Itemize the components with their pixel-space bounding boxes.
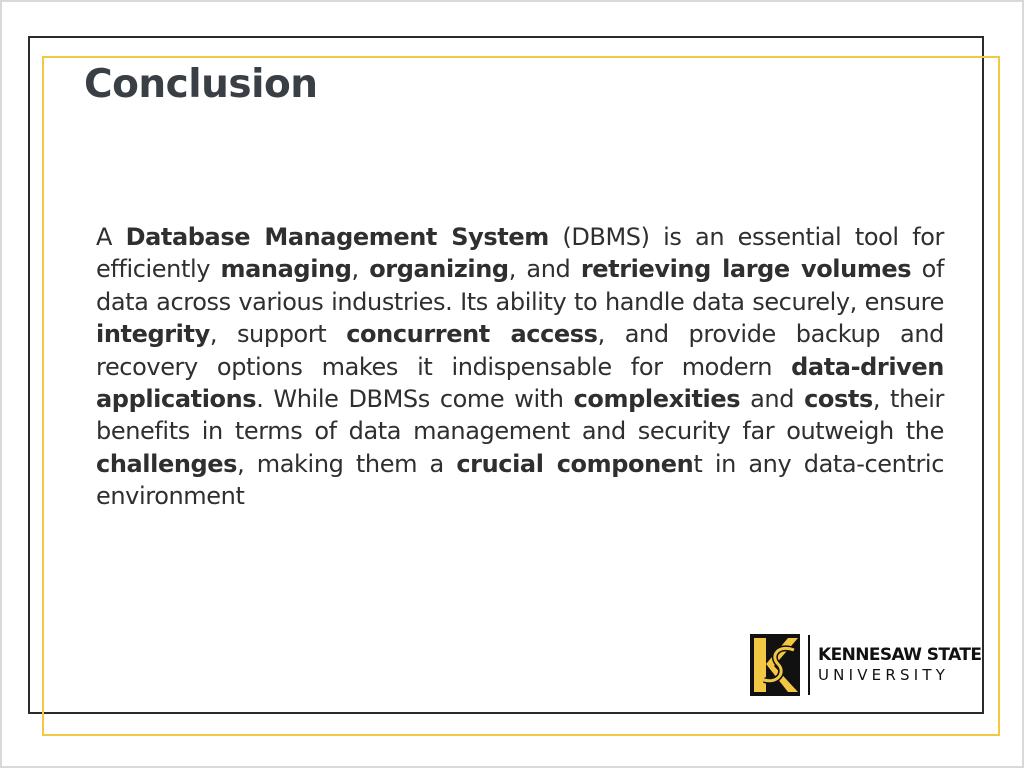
body-text-run: , and provide backup and recovery options makes it indispensable for modern	[96, 320, 944, 381]
highlighted-term: organizing	[369, 255, 509, 284]
body-text-run: of data across various industries. Its ability to handle data securely, ensure	[96, 255, 945, 316]
highlighted-term: data-driven applications	[96, 352, 944, 414]
logo-line-university: UNIVERSITY	[818, 666, 950, 684]
highlighted-term: challenges	[96, 449, 238, 478]
ksu-logo-icon	[748, 630, 802, 700]
body-text-run: , and	[508, 255, 581, 284]
highlighted-term: integrity	[96, 320, 210, 349]
highlighted-term: concurrent access	[346, 320, 598, 349]
ksu-logo	[748, 630, 981, 700]
highlighted-term: retrieving large volumes	[580, 255, 912, 284]
slide-title: Conclusion	[84, 62, 318, 107]
body-text-run: , making them a	[237, 449, 457, 478]
conclusion-paragraph	[96, 221, 944, 513]
body-text-run: , support	[209, 320, 347, 349]
body-text-run: ,	[351, 255, 370, 284]
logo-line-kennesaw-state: KENNESAW STATE	[818, 645, 982, 665]
highlighted-term: Database Management System	[125, 223, 549, 251]
highlighted-term: crucial componen	[456, 449, 694, 478]
logo-wordmark	[818, 645, 981, 685]
highlighted-term: complexities	[573, 385, 741, 414]
logo-divider	[808, 635, 810, 695]
highlighted-term: costs	[804, 385, 873, 414]
body-text-run: . While DBMSs come with	[256, 385, 574, 414]
body-text-run: and	[740, 385, 805, 414]
highlighted-term: managing	[220, 255, 352, 284]
body-text-run: A	[96, 223, 126, 251]
body-text-run: (DBMS) is an essential tool for efficiently	[96, 223, 945, 284]
body-text-run: , their benefits in terms of data management and security far outweigh the	[96, 385, 944, 446]
body-text-run: t in any data-centric environment	[96, 449, 944, 511]
